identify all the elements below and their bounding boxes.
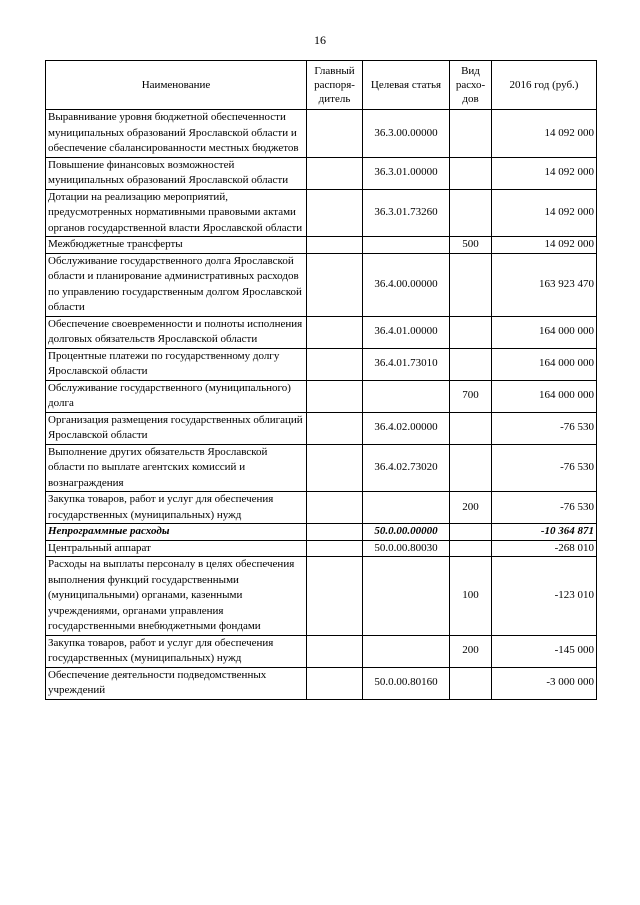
table-row [46,540,597,557]
row-expense-kind-cell [450,524,492,541]
row-name-cell: Выполнение других обязательств Ярославской области по выплате агентских комиссий и вознаграждения [46,444,307,492]
row-dispatcher-cell [307,540,363,557]
row-expense-kind-cell [450,540,492,557]
row-target-article-cell: 50.0.00.00000 [363,524,450,541]
row-dispatcher-cell [307,524,363,541]
row-dispatcher-cell [307,492,363,524]
row-expense-kind-cell: 100 [450,557,492,636]
row-dispatcher-cell [307,667,363,699]
row-name-cell: Обеспечение деятельности подведомственных учреждений [46,667,307,699]
table-header [46,61,597,110]
row-amount-cell: -123 010 [492,557,597,636]
row-target-article-cell: 36.3.01.00000 [363,157,450,189]
row-amount-cell: -10 364 871 [492,524,597,541]
row-name-cell: Расходы на выплаты персоналу в целях обеспечения выполнения функций государственными (муниципальными) органами, казенными учреждениями, органами управления государственными внебюджетными фондами [46,557,307,636]
row-dispatcher-cell [307,557,363,636]
row-target-article-cell: 50.0.00.80030 [363,540,450,557]
row-name-cell: Процентные платежи по государственному долгу Ярославской области [46,348,307,380]
table-row [46,492,597,524]
table-row [46,412,597,444]
header-name: Наименование [46,61,307,110]
row-name-cell: Межбюджетные трансферты [46,237,307,254]
row-amount-cell: 164 000 000 [492,380,597,412]
row-amount-cell: -268 010 [492,540,597,557]
row-amount-cell: -76 530 [492,412,597,444]
row-dispatcher-cell [307,380,363,412]
header-amount: 2016 год (руб.) [492,61,597,110]
table-row [46,316,597,348]
row-name-cell: Обслуживание государственного (муниципального) долга [46,380,307,412]
table-row [46,253,597,316]
table-row [46,524,597,541]
row-target-article-cell: 36.3.00.00000 [363,110,450,158]
row-dispatcher-cell [307,444,363,492]
table-row [46,444,597,492]
row-expense-kind-cell [450,412,492,444]
row-name-cell: Выравнивание уровня бюджетной обеспеченности муниципальных образований Ярославской области и обеспечение сбалансированности местных бюджетов [46,110,307,158]
row-expense-kind-cell: 500 [450,237,492,254]
row-dispatcher-cell [307,189,363,237]
row-target-article-cell: 36.4.01.00000 [363,316,450,348]
row-expense-kind-cell [450,667,492,699]
row-target-article-cell [363,237,450,254]
row-expense-kind-cell [450,253,492,316]
row-amount-cell: -145 000 [492,635,597,667]
row-amount-cell: 164 000 000 [492,316,597,348]
row-target-article-cell: 36.4.02.00000 [363,412,450,444]
header-dispatcher: Главный распоря-дитель [307,61,363,110]
table-row [46,635,597,667]
table-row [46,380,597,412]
row-target-article-cell: 36.4.01.73010 [363,348,450,380]
row-name-cell: Обслуживание государственного долга Ярославской области и планирование административных расходов по управлению государственным долгом Ярославской области [46,253,307,316]
row-expense-kind-cell: 200 [450,492,492,524]
row-name-cell: Центральный аппарат [46,540,307,557]
row-dispatcher-cell [307,316,363,348]
row-amount-cell: 163 923 470 [492,253,597,316]
table-row [46,157,597,189]
row-name-cell: Повышение финансовых возможностей муниципальных образований Ярославской области [46,157,307,189]
header-target-article: Целевая статья [363,61,450,110]
header-expense-kind: Вид расхо-дов [450,61,492,110]
row-dispatcher-cell [307,348,363,380]
row-dispatcher-cell [307,237,363,254]
row-target-article-cell: 36.3.01.73260 [363,189,450,237]
row-amount-cell: 14 092 000 [492,110,597,158]
row-target-article-cell: 36.4.00.00000 [363,253,450,316]
row-target-article-cell [363,635,450,667]
row-expense-kind-cell [450,110,492,158]
row-name-cell: Закупка товаров, работ и услуг для обеспечения государственных (муниципальных) нужд [46,492,307,524]
table-row [46,348,597,380]
row-dispatcher-cell [307,635,363,667]
row-expense-kind-cell: 700 [450,380,492,412]
table-body [46,110,597,700]
row-expense-kind-cell [450,189,492,237]
row-name-cell: Организация размещения государственных облигаций Ярославской области [46,412,307,444]
table-row [46,110,597,158]
row-expense-kind-cell [450,316,492,348]
row-name-cell: Дотации на реализацию мероприятий, предусмотренных нормативными правовыми актами органов государственной власти Ярославской области [46,189,307,237]
table-row [46,189,597,237]
page-number: 16 [314,33,326,47]
row-expense-kind-cell [450,348,492,380]
row-amount-cell: -76 530 [492,444,597,492]
row-dispatcher-cell [307,110,363,158]
row-target-article-cell: 50.0.00.80160 [363,667,450,699]
row-expense-kind-cell: 200 [450,635,492,667]
row-amount-cell: 14 092 000 [492,189,597,237]
header-row [46,61,597,110]
row-target-article-cell [363,380,450,412]
row-expense-kind-cell [450,444,492,492]
row-amount-cell: -76 530 [492,492,597,524]
row-name-cell: Обеспечение своевременности и полноты исполнения долговых обязательств Ярославской области [46,316,307,348]
row-target-article-cell: 36.4.02.73020 [363,444,450,492]
row-dispatcher-cell [307,412,363,444]
row-amount-cell: 164 000 000 [492,348,597,380]
row-target-article-cell [363,557,450,636]
row-target-article-cell [363,492,450,524]
table-row [46,557,597,636]
table-row [46,667,597,699]
row-name-cell: Непрограммные расходы [46,524,307,541]
table-row [46,237,597,254]
row-dispatcher-cell [307,253,363,316]
budget-table [45,60,597,700]
row-amount-cell: -3 000 000 [492,667,597,699]
row-name-cell: Закупка товаров, работ и услуг для обеспечения государственных (муниципальных) нужд [46,635,307,667]
row-dispatcher-cell [307,157,363,189]
row-amount-cell: 14 092 000 [492,237,597,254]
row-expense-kind-cell [450,157,492,189]
row-amount-cell: 14 092 000 [492,157,597,189]
